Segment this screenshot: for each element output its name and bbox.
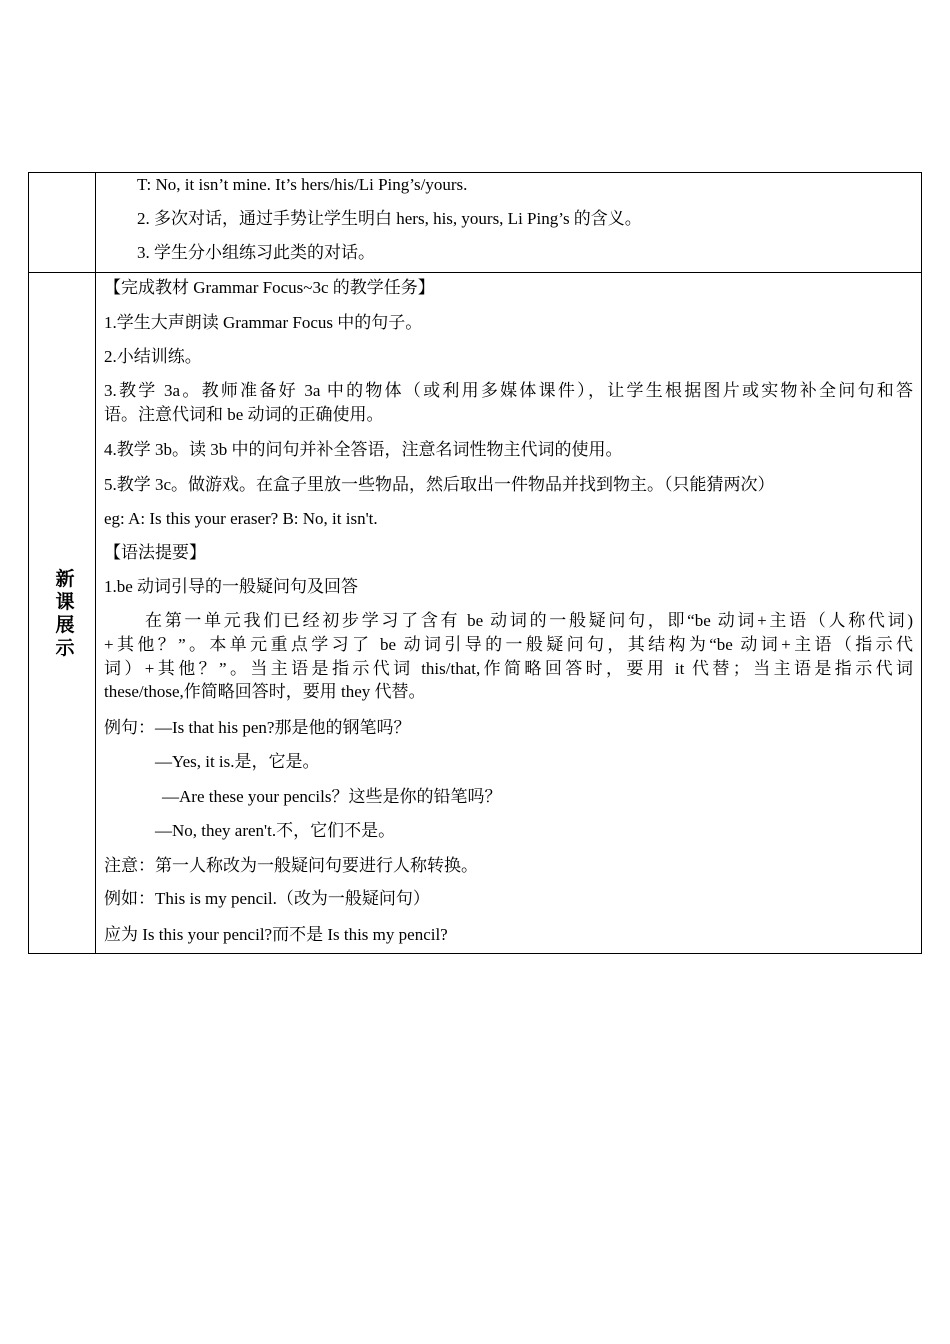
dialogue-line: T: No, it isn’t mine. It’s hers/his/Li Ping’s/yours. bbox=[137, 175, 468, 194]
note: 注意：第一人称改为一般疑问句要进行人称转换。 bbox=[104, 856, 478, 875]
example-sentence: —Are these your pencils？这些是你的铅笔吗？ bbox=[162, 787, 502, 806]
example-sentence: —No, they aren't.不，它们不是。 bbox=[155, 821, 396, 840]
row-divider bbox=[28, 272, 922, 273]
task-step-3: 3.教学 3a。教师准备好 3a 中的物体（或利用多媒体课件），让学生根据图片或实物补全问句和答 bbox=[104, 381, 913, 400]
example-sentence: —Yes, it is.是，它是。 bbox=[155, 752, 320, 771]
task-step-4: 4.教学 3b。读 3b 中的问句并补全答语，注意名词性物主代词的使用。 bbox=[104, 440, 623, 459]
task-step-3-cont: 语。注意代词和 be 动词的正确使用。 bbox=[104, 405, 384, 424]
task-step-2: 2.小结训练。 bbox=[104, 347, 202, 366]
column-divider bbox=[95, 172, 96, 954]
task-heading: 【完成教材 Grammar Focus~3c 的教学任务】 bbox=[104, 278, 435, 297]
grammar-paragraph-line: +其他？”。本单元重点学习了 be 动词引导的一般疑问句，其结构为“be 动词+主语（指示代 bbox=[104, 635, 913, 654]
example: 例如：This is my pencil.（改为一般疑问句） bbox=[104, 889, 430, 908]
example-dialogue: eg: A: Is this your eraser? B: No, it isn't. bbox=[104, 509, 378, 528]
grammar-paragraph-line: 词）+其他？”。当主语是指示代词 this/that,作简略回答时，要用 it 代替；当主语是指示代词 bbox=[104, 659, 913, 678]
grammar-paragraph: 在第一单元我们已经初步学习了含有 be 动词的一般疑问句，即“be 动词+主语（人称代词) bbox=[145, 611, 913, 630]
grammar-paragraph-line: these/those,作简略回答时，要用 they 代替。 bbox=[104, 682, 426, 701]
step-3: 3. 学生分小组练习此类的对话。 bbox=[137, 243, 375, 262]
step-2: 2. 多次对话，通过手势让学生明白 hers, his, yours, Li Ping’s 的含义。 bbox=[137, 209, 642, 228]
answer: 应为 Is this your pencil?而不是 Is this my pencil? bbox=[104, 925, 448, 944]
task-step-1: 1.学生大声朗读 Grammar Focus 中的句子。 bbox=[104, 313, 423, 332]
grammar-title: 1.be 动词引导的一般疑问句及回答 bbox=[104, 577, 359, 596]
grammar-heading: 【语法提要】 bbox=[104, 543, 206, 562]
section-label: 新课展示 bbox=[55, 568, 75, 659]
example-sentence: 例句：—Is that his pen?那是他的钢笔吗？ bbox=[104, 718, 411, 737]
task-step-5: 5.教学 3c。做游戏。在盒子里放一些物品，然后取出一件物品并找到物主。（只能猜两次） bbox=[104, 475, 775, 494]
